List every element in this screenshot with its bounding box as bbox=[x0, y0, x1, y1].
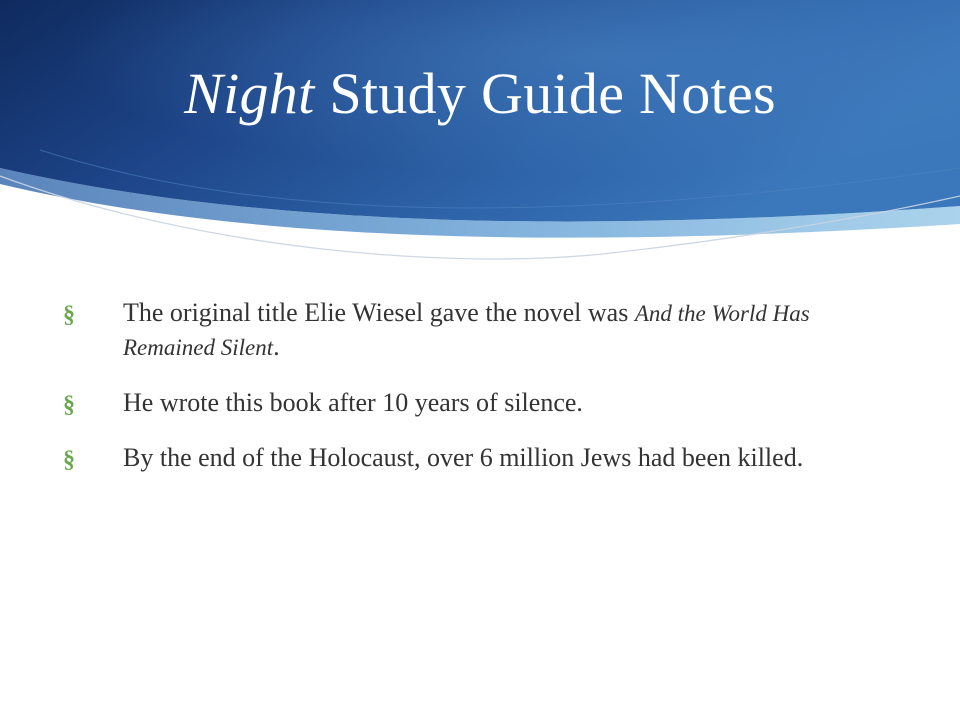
title-book-name: Night bbox=[184, 61, 315, 126]
title-rest: Study Guide Notes bbox=[314, 61, 776, 126]
svg-text:§: § bbox=[63, 392, 75, 416]
svg-text:§: § bbox=[63, 302, 75, 326]
bullet-item bbox=[60, 386, 860, 419]
section-sign-icon bbox=[60, 392, 78, 416]
bullet-item bbox=[60, 441, 860, 474]
header-wave-decoration bbox=[0, 0, 960, 280]
bullet-text: By the end of the Holocaust, over 6 million Jews had been killed. bbox=[123, 443, 804, 472]
bullet-italic: And the World Has Remained Silent bbox=[123, 301, 810, 360]
section-sign-icon bbox=[60, 302, 78, 326]
slide-title bbox=[0, 62, 960, 126]
bullet-text: The original title Elie Wiesel gave the novel was bbox=[123, 298, 635, 327]
bullet-suffix: . bbox=[273, 332, 280, 361]
svg-text:§: § bbox=[63, 447, 75, 471]
bullet-text: He wrote this book after 10 years of silence. bbox=[123, 388, 583, 417]
bullet-item bbox=[60, 296, 860, 364]
section-sign-icon bbox=[60, 447, 78, 471]
bullet-list bbox=[60, 296, 860, 496]
